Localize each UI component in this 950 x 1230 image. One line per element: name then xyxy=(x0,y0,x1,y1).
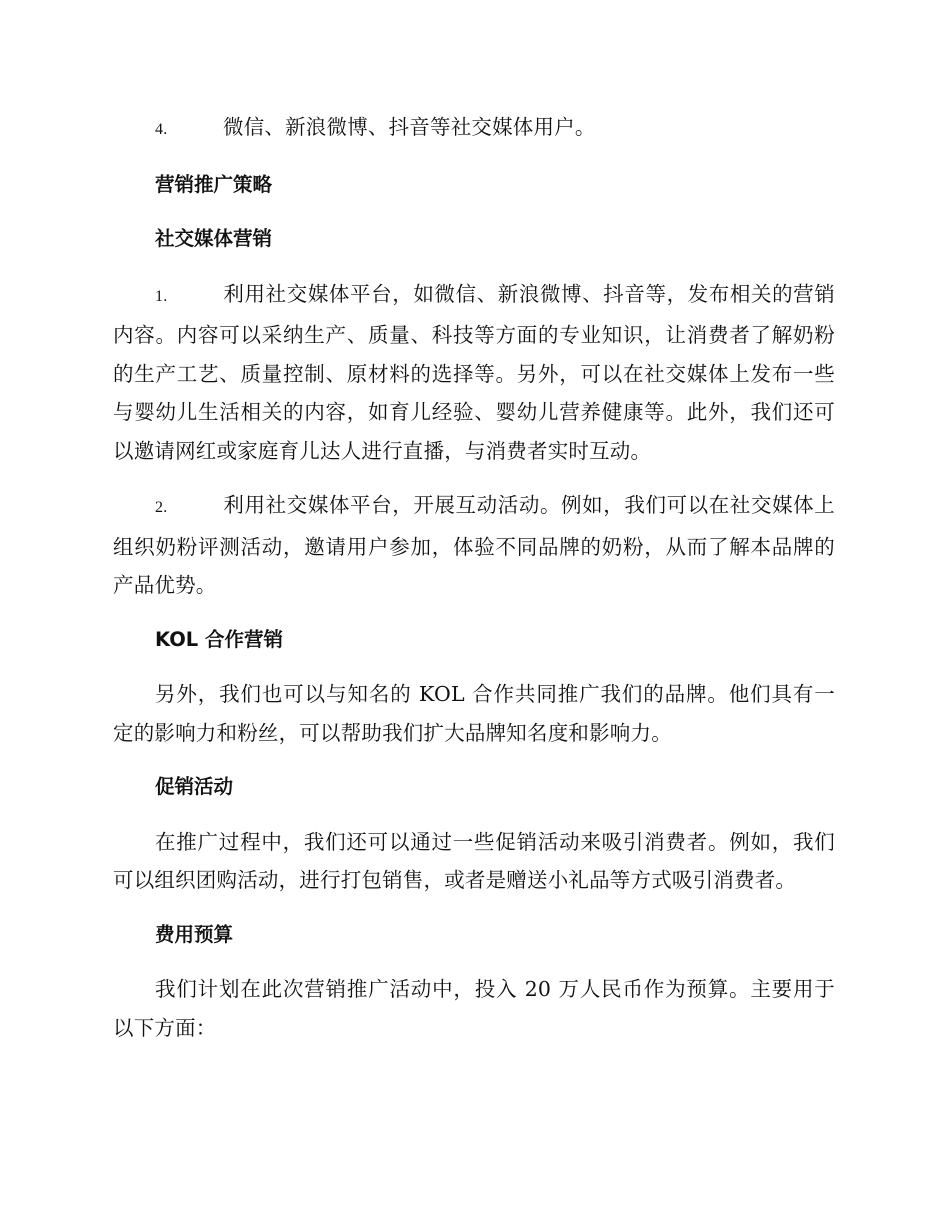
list-item-1 xyxy=(113,275,835,471)
list-item-text: 微信、新浪微博、抖音等社交媒体用户。 xyxy=(223,115,596,139)
list-item-text: 利用社交媒体平台，开展互动活动。例如，我们可以在社交媒体上组织奶粉评测活动，邀请用户参加，体验不同品牌的奶粉，从而了解本品牌的产品优势。 xyxy=(113,493,835,597)
paragraph-kol: 另外，我们也可以与知名的 KOL 合作共同推广我们的品牌。他们具有一定的影响力和粉丝，可以帮助我们扩大品牌知名度和影响力。 xyxy=(113,682,835,745)
list-item-4 xyxy=(113,108,835,150)
list-number: 2. xyxy=(155,499,168,516)
paragraph-budget: 我们计划在此次营销推广活动中，投入 20 万人民币作为预算。主要用于以下方面： xyxy=(113,977,835,1040)
heading-budget: 费用预算 xyxy=(155,922,234,946)
list-item-2 xyxy=(113,486,835,605)
list-item-text: 利用社交媒体平台，如微信、新浪微博、抖音等，发布相关的营销内容。内容可以采纳生产、质量、科技等方面的专业知识，让消费者了解奶粉的生产工艺、质量控制、原材料的选择等。另外，可以在社交媒体上发布一些与婴幼儿生活相关的内容，如育儿经验、婴幼儿营养健康等。此外，我们还可以邀请网红或家庭育儿达人进行直播，与消费者实时互动。 xyxy=(113,281,835,463)
paragraph-promotion: 在推广过程中，我们还可以通过一些促销活动来吸引消费者。例如，我们可以组织团购活动，进行打包销售，或者是赠送小礼品等方式吸引消费者。 xyxy=(113,829,835,892)
document-body xyxy=(113,108,835,1063)
heading-kol-marketing: KOL 合作营销 xyxy=(155,627,284,651)
heading-marketing-strategy: 营销推广策略 xyxy=(155,172,273,196)
list-number: 1. xyxy=(155,287,168,305)
list-number: 4. xyxy=(155,121,168,138)
heading-social-media-marketing: 社交媒体营销 xyxy=(155,227,273,250)
heading-promotion: 促销活动 xyxy=(155,775,234,798)
